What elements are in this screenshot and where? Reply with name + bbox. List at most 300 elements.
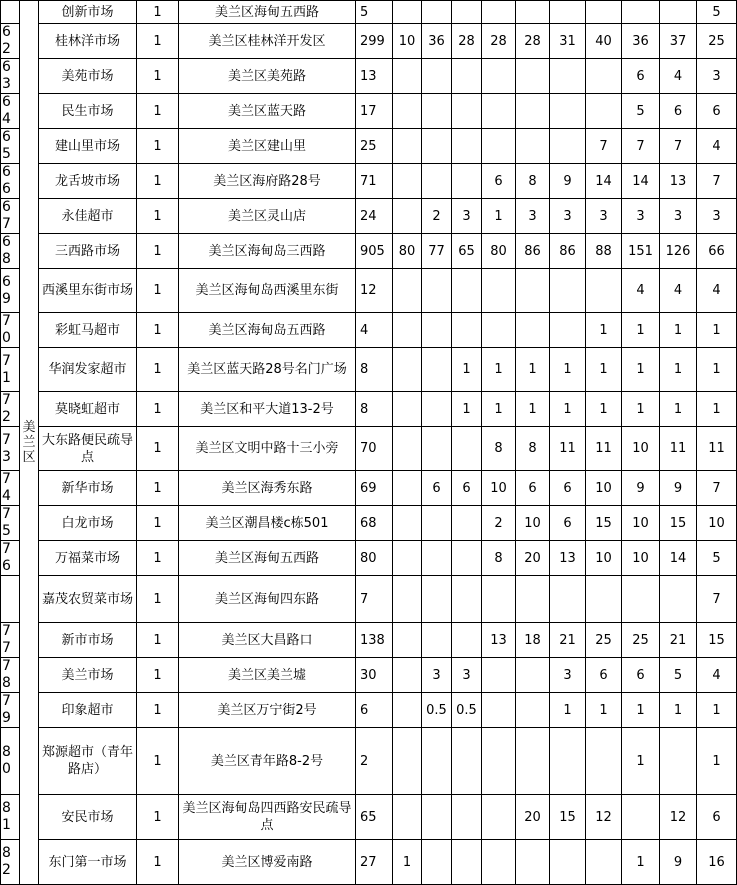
period-value: 3 bbox=[697, 199, 737, 234]
period-value: 18 bbox=[516, 623, 550, 658]
period-value: 40 bbox=[586, 24, 622, 59]
period-value bbox=[393, 59, 422, 94]
period-value: 15 bbox=[550, 795, 586, 840]
period-value: 11 bbox=[697, 427, 737, 471]
period-value: 14 bbox=[622, 164, 660, 199]
period-value bbox=[550, 1, 586, 24]
period-value: 6 bbox=[622, 658, 660, 693]
market-name: 嘉茂农贸菜市场 bbox=[39, 576, 137, 623]
period-value: 3 bbox=[622, 199, 660, 234]
period-value: 1 bbox=[516, 348, 550, 392]
row-number: 80 bbox=[1, 728, 20, 795]
period-value: 6 bbox=[422, 471, 452, 506]
period-value: 86 bbox=[516, 234, 550, 269]
period-value: 7 bbox=[586, 129, 622, 164]
period-value bbox=[393, 541, 422, 576]
period-value bbox=[516, 94, 550, 129]
market-name: 桂林洋市场 bbox=[39, 24, 137, 59]
period-value bbox=[550, 313, 586, 348]
period-value: 3 bbox=[586, 199, 622, 234]
total-value: 8 bbox=[356, 392, 393, 427]
market-count: 1 bbox=[137, 506, 179, 541]
total-value: 5 bbox=[356, 1, 393, 24]
market-count: 1 bbox=[137, 693, 179, 728]
table-row bbox=[1, 576, 737, 623]
total-value: 8 bbox=[356, 348, 393, 392]
period-value: 1 bbox=[622, 313, 660, 348]
period-value: 1 bbox=[452, 392, 482, 427]
period-value: 10 bbox=[622, 506, 660, 541]
market-count: 1 bbox=[137, 795, 179, 840]
period-value: 7 bbox=[622, 129, 660, 164]
total-value: 24 bbox=[356, 199, 393, 234]
period-value bbox=[422, 59, 452, 94]
period-value bbox=[586, 1, 622, 24]
period-value: 11 bbox=[660, 427, 697, 471]
period-value bbox=[422, 728, 452, 795]
market-address: 美兰区潮昌楼c栋501 bbox=[179, 506, 356, 541]
market-count: 1 bbox=[137, 840, 179, 885]
period-value: 6 bbox=[586, 658, 622, 693]
period-value: 10 bbox=[586, 541, 622, 576]
period-value bbox=[393, 623, 422, 658]
period-value: 1 bbox=[660, 693, 697, 728]
table-row bbox=[1, 693, 737, 728]
total-value: 2 bbox=[356, 728, 393, 795]
market-count: 1 bbox=[137, 164, 179, 199]
period-value: 5 bbox=[660, 658, 697, 693]
period-value: 8 bbox=[516, 164, 550, 199]
period-value: 1 bbox=[697, 728, 737, 795]
period-value bbox=[393, 392, 422, 427]
period-value: 1 bbox=[622, 348, 660, 392]
period-value bbox=[393, 576, 422, 623]
period-value: 1 bbox=[586, 313, 622, 348]
period-value bbox=[422, 1, 452, 24]
period-value bbox=[660, 728, 697, 795]
period-value: 9 bbox=[550, 164, 586, 199]
period-value bbox=[452, 313, 482, 348]
table-row bbox=[1, 164, 737, 199]
period-value bbox=[422, 506, 452, 541]
period-value: 1 bbox=[550, 392, 586, 427]
period-value: 0.5 bbox=[422, 693, 452, 728]
market-address: 美兰区万宁街2号 bbox=[179, 693, 356, 728]
period-value: 4 bbox=[697, 269, 737, 313]
market-name: 印象超市 bbox=[39, 693, 137, 728]
period-value: 3 bbox=[422, 658, 452, 693]
table-row bbox=[1, 24, 737, 59]
period-value bbox=[422, 795, 452, 840]
period-value: 88 bbox=[586, 234, 622, 269]
period-value bbox=[452, 840, 482, 885]
row-number: 75 bbox=[1, 506, 20, 541]
period-value: 1 bbox=[697, 392, 737, 427]
period-value bbox=[622, 795, 660, 840]
period-value: 6 bbox=[697, 795, 737, 840]
market-name: 美兰市场 bbox=[39, 658, 137, 693]
period-value bbox=[452, 623, 482, 658]
period-value: 25 bbox=[697, 24, 737, 59]
period-value bbox=[422, 94, 452, 129]
period-value bbox=[482, 576, 516, 623]
period-value: 6 bbox=[482, 164, 516, 199]
market-address: 美兰区桂林洋开发区 bbox=[179, 24, 356, 59]
table-row bbox=[1, 1, 737, 24]
market-name: 永佳超市 bbox=[39, 199, 137, 234]
period-value: 6 bbox=[660, 94, 697, 129]
period-value bbox=[586, 576, 622, 623]
market-name: 民生市场 bbox=[39, 94, 137, 129]
table-row bbox=[1, 506, 737, 541]
total-value: 27 bbox=[356, 840, 393, 885]
period-value: 8 bbox=[516, 427, 550, 471]
total-value: 68 bbox=[356, 506, 393, 541]
market-address: 美兰区蓝天路 bbox=[179, 94, 356, 129]
market-count: 1 bbox=[137, 471, 179, 506]
period-value: 21 bbox=[550, 623, 586, 658]
market-address: 美兰区海秀东路 bbox=[179, 471, 356, 506]
market-address: 美兰区青年路8-2号 bbox=[179, 728, 356, 795]
total-value: 12 bbox=[356, 269, 393, 313]
period-value: 36 bbox=[422, 24, 452, 59]
period-value bbox=[393, 658, 422, 693]
period-value: 4 bbox=[697, 658, 737, 693]
period-value bbox=[393, 693, 422, 728]
period-value: 1 bbox=[550, 348, 586, 392]
period-value bbox=[452, 94, 482, 129]
period-value bbox=[452, 59, 482, 94]
period-value: 6 bbox=[516, 471, 550, 506]
period-value bbox=[452, 795, 482, 840]
period-value: 1 bbox=[586, 348, 622, 392]
total-value: 4 bbox=[356, 313, 393, 348]
period-value bbox=[516, 658, 550, 693]
market-count: 1 bbox=[137, 576, 179, 623]
market-count: 1 bbox=[137, 541, 179, 576]
row-number: 69 bbox=[1, 269, 20, 313]
market-count: 1 bbox=[137, 234, 179, 269]
market-count: 1 bbox=[137, 392, 179, 427]
total-value: 299 bbox=[356, 24, 393, 59]
period-value: 9 bbox=[660, 840, 697, 885]
row-number: 78 bbox=[1, 658, 20, 693]
table-row bbox=[1, 728, 737, 795]
market-address: 美兰区海甸岛西溪里东街 bbox=[179, 269, 356, 313]
period-value: 4 bbox=[697, 129, 737, 164]
period-value bbox=[550, 269, 586, 313]
period-value bbox=[452, 427, 482, 471]
period-value: 37 bbox=[660, 24, 697, 59]
market-name: 西溪里东街市场 bbox=[39, 269, 137, 313]
period-value bbox=[550, 94, 586, 129]
period-value: 77 bbox=[422, 234, 452, 269]
period-value bbox=[660, 576, 697, 623]
row-number: 65 bbox=[1, 129, 20, 164]
period-value: 1 bbox=[550, 693, 586, 728]
period-value: 1 bbox=[622, 392, 660, 427]
row-number: 72 bbox=[1, 392, 20, 427]
row-number: 79 bbox=[1, 693, 20, 728]
market-count: 1 bbox=[137, 658, 179, 693]
table-row bbox=[1, 94, 737, 129]
period-value bbox=[422, 427, 452, 471]
period-value bbox=[422, 164, 452, 199]
total-value: 7 bbox=[356, 576, 393, 623]
period-value: 15 bbox=[697, 623, 737, 658]
period-value: 20 bbox=[516, 541, 550, 576]
period-value bbox=[516, 129, 550, 164]
period-value bbox=[516, 313, 550, 348]
period-value: 6 bbox=[622, 59, 660, 94]
table-row bbox=[1, 269, 737, 313]
period-value: 80 bbox=[482, 234, 516, 269]
market-name: 龙舌坡市场 bbox=[39, 164, 137, 199]
market-count: 1 bbox=[137, 24, 179, 59]
period-value: 12 bbox=[586, 795, 622, 840]
period-value: 5 bbox=[622, 94, 660, 129]
period-value bbox=[452, 728, 482, 795]
period-value bbox=[622, 576, 660, 623]
period-value bbox=[482, 1, 516, 24]
period-value: 20 bbox=[516, 795, 550, 840]
period-value bbox=[422, 541, 452, 576]
period-value: 11 bbox=[586, 427, 622, 471]
period-value: 7 bbox=[697, 576, 737, 623]
row-number: 67 bbox=[1, 199, 20, 234]
total-value: 80 bbox=[356, 541, 393, 576]
period-value: 8 bbox=[482, 427, 516, 471]
market-count: 1 bbox=[137, 59, 179, 94]
period-value: 25 bbox=[586, 623, 622, 658]
period-value bbox=[422, 313, 452, 348]
period-value: 1 bbox=[660, 348, 697, 392]
total-value: 905 bbox=[356, 234, 393, 269]
period-value bbox=[516, 693, 550, 728]
period-value: 66 bbox=[697, 234, 737, 269]
row-number bbox=[1, 1, 20, 24]
period-value bbox=[516, 728, 550, 795]
period-value: 126 bbox=[660, 234, 697, 269]
period-value: 2 bbox=[422, 199, 452, 234]
period-value bbox=[452, 506, 482, 541]
period-value bbox=[393, 348, 422, 392]
period-value bbox=[482, 94, 516, 129]
period-value bbox=[452, 269, 482, 313]
period-value bbox=[516, 576, 550, 623]
row-number: 74 bbox=[1, 471, 20, 506]
total-value: 69 bbox=[356, 471, 393, 506]
district-cell: 美兰区 bbox=[20, 1, 39, 885]
period-value: 28 bbox=[452, 24, 482, 59]
row-number: 81 bbox=[1, 795, 20, 840]
market-address: 美兰区美苑路 bbox=[179, 59, 356, 94]
row-number: 77 bbox=[1, 623, 20, 658]
period-value: 9 bbox=[660, 471, 697, 506]
period-value: 15 bbox=[660, 506, 697, 541]
period-value bbox=[393, 94, 422, 129]
period-value: 7 bbox=[697, 164, 737, 199]
total-value: 6 bbox=[356, 693, 393, 728]
period-value bbox=[550, 129, 586, 164]
market-name: 华润发家超市 bbox=[39, 348, 137, 392]
market-name: 美苑市场 bbox=[39, 59, 137, 94]
market-address: 美兰区美兰墟 bbox=[179, 658, 356, 693]
market-name: 三西路市场 bbox=[39, 234, 137, 269]
total-value: 30 bbox=[356, 658, 393, 693]
row-number: 71 bbox=[1, 348, 20, 392]
market-name: 彩虹马超市 bbox=[39, 313, 137, 348]
market-name: 创新市场 bbox=[39, 1, 137, 24]
row-number: 70 bbox=[1, 313, 20, 348]
table-row bbox=[1, 658, 737, 693]
period-value bbox=[550, 840, 586, 885]
market-address: 美兰区蓝天路28号名门广场 bbox=[179, 348, 356, 392]
period-value bbox=[452, 576, 482, 623]
period-value bbox=[482, 59, 516, 94]
period-value: 21 bbox=[660, 623, 697, 658]
period-value: 13 bbox=[482, 623, 516, 658]
period-value: 1 bbox=[697, 348, 737, 392]
period-value: 7 bbox=[697, 471, 737, 506]
period-value: 28 bbox=[482, 24, 516, 59]
period-value: 16 bbox=[697, 840, 737, 885]
period-value: 13 bbox=[550, 541, 586, 576]
period-value bbox=[482, 693, 516, 728]
market-address: 美兰区建山里 bbox=[179, 129, 356, 164]
period-value: 10 bbox=[516, 506, 550, 541]
row-number: 63 bbox=[1, 59, 20, 94]
period-value: 12 bbox=[660, 795, 697, 840]
period-value bbox=[422, 623, 452, 658]
period-value bbox=[393, 795, 422, 840]
row-number: 62 bbox=[1, 24, 20, 59]
period-value: 15 bbox=[586, 506, 622, 541]
period-value bbox=[422, 129, 452, 164]
table-row bbox=[1, 199, 737, 234]
period-value: 3 bbox=[660, 199, 697, 234]
period-value bbox=[482, 658, 516, 693]
period-value bbox=[516, 269, 550, 313]
market-address: 美兰区大昌路口 bbox=[179, 623, 356, 658]
market-name: 万福菜市场 bbox=[39, 541, 137, 576]
period-value: 10 bbox=[622, 541, 660, 576]
table-row bbox=[1, 234, 737, 269]
period-value bbox=[422, 840, 452, 885]
period-value: 151 bbox=[622, 234, 660, 269]
total-value: 71 bbox=[356, 164, 393, 199]
period-value: 10 bbox=[393, 24, 422, 59]
period-value: 10 bbox=[622, 427, 660, 471]
period-value: 31 bbox=[550, 24, 586, 59]
period-value: 1 bbox=[622, 728, 660, 795]
period-value bbox=[550, 576, 586, 623]
period-value bbox=[393, 506, 422, 541]
period-value: 10 bbox=[697, 506, 737, 541]
period-value: 9 bbox=[622, 471, 660, 506]
period-value bbox=[393, 313, 422, 348]
period-value: 1 bbox=[482, 199, 516, 234]
row-number: 68 bbox=[1, 234, 20, 269]
period-value bbox=[393, 164, 422, 199]
market-count: 1 bbox=[137, 348, 179, 392]
period-value: 1 bbox=[697, 313, 737, 348]
period-value bbox=[550, 728, 586, 795]
period-value: 3 bbox=[452, 199, 482, 234]
period-value: 4 bbox=[660, 269, 697, 313]
market-address: 美兰区海甸五西路 bbox=[179, 541, 356, 576]
period-value bbox=[393, 471, 422, 506]
market-count: 1 bbox=[137, 269, 179, 313]
period-value bbox=[586, 840, 622, 885]
period-value: 25 bbox=[622, 623, 660, 658]
table-row bbox=[1, 348, 737, 392]
total-value: 138 bbox=[356, 623, 393, 658]
row-number: 76 bbox=[1, 541, 20, 576]
period-value bbox=[393, 129, 422, 164]
period-value: 3 bbox=[697, 59, 737, 94]
period-value bbox=[422, 269, 452, 313]
market-name: 白龙市场 bbox=[39, 506, 137, 541]
period-value bbox=[452, 1, 482, 24]
period-value: 10 bbox=[586, 471, 622, 506]
period-value bbox=[586, 728, 622, 795]
market-address: 美兰区海甸五西路 bbox=[179, 1, 356, 24]
period-value: 1 bbox=[697, 693, 737, 728]
period-value: 14 bbox=[586, 164, 622, 199]
table-row bbox=[1, 795, 737, 840]
period-value bbox=[393, 427, 422, 471]
period-value bbox=[622, 1, 660, 24]
period-value: 1 bbox=[452, 348, 482, 392]
period-value: 11 bbox=[550, 427, 586, 471]
market-address: 美兰区海府路28号 bbox=[179, 164, 356, 199]
table-row bbox=[1, 59, 737, 94]
period-value: 1 bbox=[516, 392, 550, 427]
row-number bbox=[1, 576, 20, 623]
period-value: 1 bbox=[660, 313, 697, 348]
period-value: 7 bbox=[660, 129, 697, 164]
period-value bbox=[393, 269, 422, 313]
period-value: 28 bbox=[516, 24, 550, 59]
market-address: 美兰区博爱南路 bbox=[179, 840, 356, 885]
period-value: 6 bbox=[550, 471, 586, 506]
row-number: 64 bbox=[1, 94, 20, 129]
period-value: 4 bbox=[622, 269, 660, 313]
period-value bbox=[452, 129, 482, 164]
table-row bbox=[1, 471, 737, 506]
period-value: 13 bbox=[660, 164, 697, 199]
period-value: 1 bbox=[586, 693, 622, 728]
table-row bbox=[1, 840, 737, 885]
market-count: 1 bbox=[137, 623, 179, 658]
period-value: 1 bbox=[622, 693, 660, 728]
period-value bbox=[550, 59, 586, 94]
market-name: 东门第一市场 bbox=[39, 840, 137, 885]
table-row bbox=[1, 427, 737, 471]
period-value bbox=[482, 269, 516, 313]
period-value: 1 bbox=[482, 348, 516, 392]
period-value bbox=[482, 313, 516, 348]
period-value bbox=[586, 59, 622, 94]
table-row bbox=[1, 392, 737, 427]
row-number: 82 bbox=[1, 840, 20, 885]
table-row bbox=[1, 623, 737, 658]
row-number: 66 bbox=[1, 164, 20, 199]
market-name: 莫晓虹超市 bbox=[39, 392, 137, 427]
total-value: 17 bbox=[356, 94, 393, 129]
market-count: 1 bbox=[137, 199, 179, 234]
